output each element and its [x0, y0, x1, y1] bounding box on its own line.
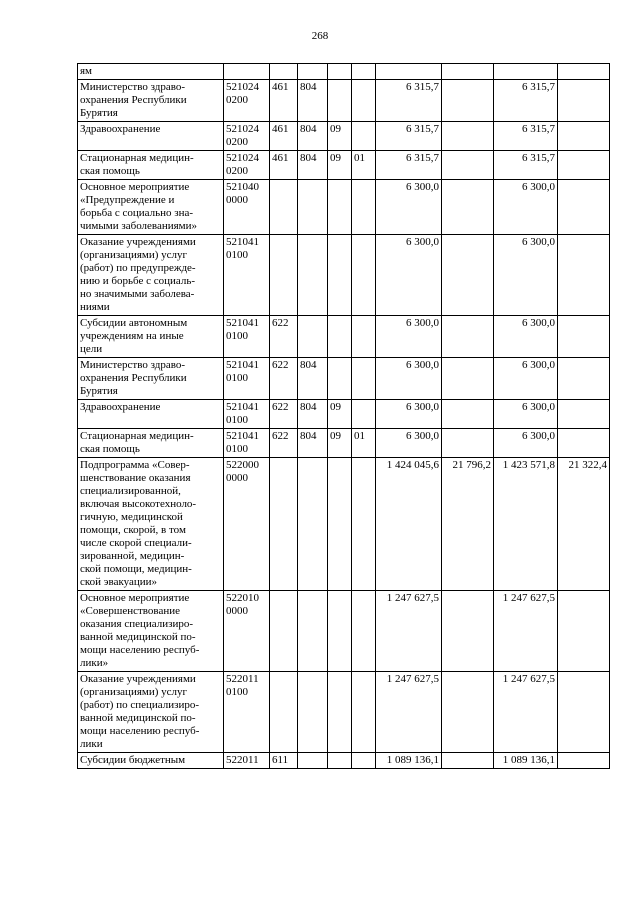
table-row: [78, 429, 610, 458]
cell-section: [328, 235, 352, 316]
cell-target-code-line: 0100: [226, 249, 248, 261]
cell-name-line: Министерство здраво-: [80, 81, 185, 93]
cell-federal-1: [442, 591, 494, 672]
cell-name-line: но значимыми заболева-: [80, 288, 195, 300]
cell-name-line: (организациями) услуг: [80, 686, 188, 698]
cell-name-line: помощи, скорой, в том: [80, 524, 186, 536]
cell-name: [78, 235, 224, 316]
cell-subsection: [352, 180, 376, 235]
cell-section: 09: [328, 122, 352, 151]
cell-target-code-line: 521024: [226, 152, 259, 164]
cell-name-line: охранения Республики: [80, 372, 187, 384]
cell-name-line: нию и борьбе с социаль-: [80, 275, 196, 287]
cell-expense-type: [270, 180, 298, 235]
cell-ministry-code: 804: [298, 80, 328, 122]
cell-target-code: [224, 80, 270, 122]
cell-federal-2: [558, 400, 610, 429]
cell-federal-2: [558, 672, 610, 753]
cell-name-line: борьба с социально зна-: [80, 207, 194, 219]
cell-amount-2: 6 300,0: [494, 180, 558, 235]
cell-expense-type: 622: [270, 429, 298, 458]
cell-ministry-code: 804: [298, 400, 328, 429]
table-row: [78, 358, 610, 400]
cell-federal-1: 21 796,2: [442, 458, 494, 591]
cell-amount-1: 6 315,7: [376, 151, 442, 180]
cell-expense-type: 622: [270, 358, 298, 400]
table-row: [78, 180, 610, 235]
cell-name-line: Министерство здраво-: [80, 359, 185, 371]
cell-name-line: охранения Республики: [80, 94, 187, 106]
cell-target-code-line: 0100: [226, 686, 248, 698]
cell-name-line: Оказание учреждениями: [80, 673, 196, 685]
table-row: [78, 122, 610, 151]
cell-name: [78, 458, 224, 591]
cell-target-code-line: 0100: [226, 330, 248, 342]
budget-table: [77, 63, 610, 769]
cell-name: [78, 358, 224, 400]
cell-federal-1: [442, 122, 494, 151]
cell-section: [328, 180, 352, 235]
cell-name-line: ниями: [80, 301, 110, 313]
cell-name-line: Субсидии бюджетным: [80, 754, 186, 766]
cell-subsection: [352, 591, 376, 672]
cell-name-line: лики»: [80, 657, 109, 669]
cell-name-line: ская помощь: [80, 443, 140, 455]
cell-target-code-line: 0100: [226, 372, 248, 384]
cell-name-line: (работ) по специализиро-: [80, 699, 200, 711]
cell-target-code: [224, 122, 270, 151]
cell-amount-2: 6 315,7: [494, 151, 558, 180]
cell-name: [78, 122, 224, 151]
cell-target-code-line: 522010: [226, 592, 259, 604]
cell-name-line: мощи населению респуб-: [80, 644, 200, 656]
cell-subsection: [352, 358, 376, 400]
cell-amount-2: 1 423 571,8: [494, 458, 558, 591]
cell-federal-1: [442, 672, 494, 753]
cell-federal-1: [442, 151, 494, 180]
cell-name-line: ской помощи, медицин-: [80, 563, 192, 575]
cell-federal-1: [442, 358, 494, 400]
table-row: [78, 316, 610, 358]
cell-target-code: [224, 358, 270, 400]
cell-target-code-line: 522000: [226, 459, 259, 471]
cell-amount-2: 1 089 136,1: [494, 753, 558, 769]
cell-target-code-line: 0000: [226, 472, 248, 484]
cell-name-line: цели: [80, 343, 103, 355]
cell-name-line: ской эвакуации»: [80, 576, 158, 588]
cell-expense-type: 622: [270, 400, 298, 429]
cell-expense-type: 611: [270, 753, 298, 769]
cell-amount-1: 6 300,0: [376, 400, 442, 429]
cell-amount-1: 6 300,0: [376, 358, 442, 400]
cell-federal-1: [442, 235, 494, 316]
cell-target-code-line: 521024: [226, 123, 259, 135]
cell-amount-2: [494, 64, 558, 80]
cell-name: [78, 400, 224, 429]
cell-federal-1: [442, 180, 494, 235]
cell-subsection: [352, 672, 376, 753]
cell-section: [328, 458, 352, 591]
cell-section: [328, 64, 352, 80]
cell-ministry-code: 804: [298, 358, 328, 400]
cell-section: 09: [328, 400, 352, 429]
cell-amount-2: 6 315,7: [494, 122, 558, 151]
cell-amount-1: 6 300,0: [376, 235, 442, 316]
cell-section: [328, 672, 352, 753]
cell-amount-1: 1 424 045,6: [376, 458, 442, 591]
cell-name: [78, 180, 224, 235]
cell-amount-2: 6 300,0: [494, 316, 558, 358]
table-row: [78, 80, 610, 122]
cell-federal-1: [442, 753, 494, 769]
cell-amount-1: [376, 64, 442, 80]
cell-federal-1: [442, 80, 494, 122]
cell-name-line: «Предупреждение и: [80, 194, 175, 206]
cell-name: [78, 429, 224, 458]
cell-ministry-code: 804: [298, 429, 328, 458]
cell-name-line: Основное мероприятие: [80, 181, 190, 193]
cell-federal-2: [558, 122, 610, 151]
cell-target-code-line: 521041: [226, 359, 259, 371]
cell-amount-1: 6 315,7: [376, 80, 442, 122]
cell-ministry-code: [298, 591, 328, 672]
cell-amount-1: 6 300,0: [376, 429, 442, 458]
page-number: 268: [311, 30, 329, 42]
cell-target-code: [224, 64, 270, 80]
cell-federal-2: [558, 151, 610, 180]
cell-target-code-line: 521041: [226, 317, 259, 329]
cell-federal-2: 21 322,4: [558, 458, 610, 591]
cell-expense-type: 461: [270, 151, 298, 180]
cell-name-line: Подпрограмма «Совер-: [80, 459, 190, 471]
cell-name-line: Субсидии автономным: [80, 317, 188, 329]
cell-expense-type: 622: [270, 316, 298, 358]
cell-name-line: Оказание учреждениями: [80, 236, 196, 248]
cell-expense-type: [270, 591, 298, 672]
cell-expense-type: [270, 235, 298, 316]
cell-name-line: (работ) по предупрежде-: [80, 262, 196, 274]
cell-federal-2: [558, 80, 610, 122]
cell-name-line: гичную, медицинской: [80, 511, 183, 523]
cell-name: [78, 316, 224, 358]
cell-amount-2: 6 300,0: [494, 235, 558, 316]
cell-target-code: [224, 180, 270, 235]
cell-target-code: [224, 429, 270, 458]
cell-subsection: [352, 122, 376, 151]
cell-amount-2: 6 315,7: [494, 80, 558, 122]
cell-target-code: [224, 316, 270, 358]
cell-target-code: [224, 672, 270, 753]
cell-section: 09: [328, 429, 352, 458]
cell-federal-1: [442, 429, 494, 458]
cell-federal-2: [558, 180, 610, 235]
cell-target-code-line: 0000: [226, 605, 248, 617]
cell-target-code-line: 521041: [226, 236, 259, 248]
cell-name-line: Стационарная медицин-: [80, 430, 194, 442]
cell-name-line: ванной медицинской по-: [80, 712, 196, 724]
cell-target-code-line: 0100: [226, 443, 248, 455]
cell-ministry-code: [298, 458, 328, 591]
cell-amount-1: 1 247 627,5: [376, 672, 442, 753]
cell-name-line: Здравоохранение: [80, 123, 161, 135]
cell-ministry-code: [298, 64, 328, 80]
cell-name-line: (организациями) услуг: [80, 249, 188, 261]
cell-federal-2: [558, 316, 610, 358]
table-row: [78, 458, 610, 591]
cell-name-line: учреждениям на иные: [80, 330, 184, 342]
cell-federal-1: [442, 64, 494, 80]
cell-ministry-code: [298, 753, 328, 769]
cell-target-code: [224, 458, 270, 591]
cell-target-code-line: 522011: [226, 673, 259, 685]
cell-target-code: [224, 591, 270, 672]
cell-amount-1: 1 247 627,5: [376, 591, 442, 672]
cell-expense-type: [270, 672, 298, 753]
cell-target-code: [224, 151, 270, 180]
cell-target-code-line: 521041: [226, 430, 259, 442]
cell-target-code-line: 521040: [226, 181, 259, 193]
cell-ministry-code: [298, 235, 328, 316]
cell-ministry-code: [298, 180, 328, 235]
table-row: [78, 235, 610, 316]
table-row: [78, 753, 610, 769]
cell-amount-2: 6 300,0: [494, 429, 558, 458]
cell-subsection: 01: [352, 151, 376, 180]
cell-subsection: [352, 316, 376, 358]
cell-ministry-code: 804: [298, 122, 328, 151]
cell-target-code: [224, 400, 270, 429]
cell-subsection: [352, 753, 376, 769]
cell-name-line: Основное мероприятие: [80, 592, 190, 604]
table-body: [78, 64, 610, 769]
table-row: [78, 591, 610, 672]
cell-target-code-line: 522011: [226, 754, 259, 766]
table-row: [78, 151, 610, 180]
cell-name-line: специализированной,: [80, 485, 181, 497]
cell-federal-2: [558, 591, 610, 672]
cell-subsection: [352, 458, 376, 591]
cell-name: [78, 151, 224, 180]
cell-expense-type: [270, 458, 298, 591]
cell-name-line: Здравоохранение: [80, 401, 161, 413]
cell-name-line: ям: [80, 65, 93, 77]
cell-target-code-line: 0200: [226, 94, 248, 106]
cell-name-line: ская помощь: [80, 165, 140, 177]
cell-federal-2: [558, 358, 610, 400]
cell-amount-2: 6 300,0: [494, 400, 558, 429]
cell-section: [328, 80, 352, 122]
cell-federal-1: [442, 400, 494, 429]
table-row: [78, 64, 610, 80]
cell-name-line: мощи населению респуб-: [80, 725, 200, 737]
cell-subsection: 01: [352, 429, 376, 458]
cell-subsection: [352, 80, 376, 122]
cell-name-line: включая высокотехноло-: [80, 498, 197, 510]
cell-subsection: [352, 235, 376, 316]
cell-section: [328, 316, 352, 358]
cell-expense-type: 461: [270, 80, 298, 122]
cell-amount-1: 6 300,0: [376, 316, 442, 358]
cell-expense-type: 461: [270, 122, 298, 151]
cell-federal-2: [558, 429, 610, 458]
cell-name: [78, 672, 224, 753]
cell-amount-2: 1 247 627,5: [494, 591, 558, 672]
cell-name: [78, 64, 224, 80]
cell-target-code-line: 0000: [226, 194, 248, 206]
cell-name-line: лики: [80, 738, 103, 750]
cell-amount-1: 6 300,0: [376, 180, 442, 235]
cell-amount-2: 1 247 627,5: [494, 672, 558, 753]
cell-target-code-line: 0200: [226, 136, 248, 148]
cell-subsection: [352, 64, 376, 80]
cell-name: [78, 80, 224, 122]
cell-federal-2: [558, 64, 610, 80]
cell-federal-2: [558, 753, 610, 769]
cell-amount-1: 1 089 136,1: [376, 753, 442, 769]
cell-section: 09: [328, 151, 352, 180]
cell-name-line: чимыми заболеваниями»: [80, 220, 198, 232]
cell-name: [78, 753, 224, 769]
table-row: [78, 672, 610, 753]
cell-amount-2: 6 300,0: [494, 358, 558, 400]
cell-name-line: Бурятия: [80, 107, 118, 119]
cell-target-code: [224, 753, 270, 769]
cell-name-line: «Совершенствование: [80, 605, 180, 617]
cell-federal-1: [442, 316, 494, 358]
cell-name-line: оказания специализиро-: [80, 618, 194, 630]
cell-subsection: [352, 400, 376, 429]
cell-amount-1: 6 315,7: [376, 122, 442, 151]
cell-section: [328, 753, 352, 769]
cell-name-line: Стационарная медицин-: [80, 152, 194, 164]
cell-target-code-line: 521041: [226, 401, 259, 413]
cell-expense-type: [270, 64, 298, 80]
cell-federal-2: [558, 235, 610, 316]
cell-name-line: шенствование оказания: [80, 472, 191, 484]
cell-target-code: [224, 235, 270, 316]
cell-target-code-line: 0200: [226, 165, 248, 177]
cell-target-code-line: 0100: [226, 414, 248, 426]
cell-target-code-line: 521024: [226, 81, 259, 93]
cell-ministry-code: 804: [298, 151, 328, 180]
cell-name-line: числе скорой специали-: [80, 537, 192, 549]
cell-name-line: ванной медицинской по-: [80, 631, 196, 643]
table-row: [78, 400, 610, 429]
cell-ministry-code: [298, 316, 328, 358]
cell-section: [328, 591, 352, 672]
cell-name-line: Бурятия: [80, 385, 118, 397]
cell-ministry-code: [298, 672, 328, 753]
cell-name-line: зированной, медицин-: [80, 550, 185, 562]
cell-section: [328, 358, 352, 400]
cell-name: [78, 591, 224, 672]
